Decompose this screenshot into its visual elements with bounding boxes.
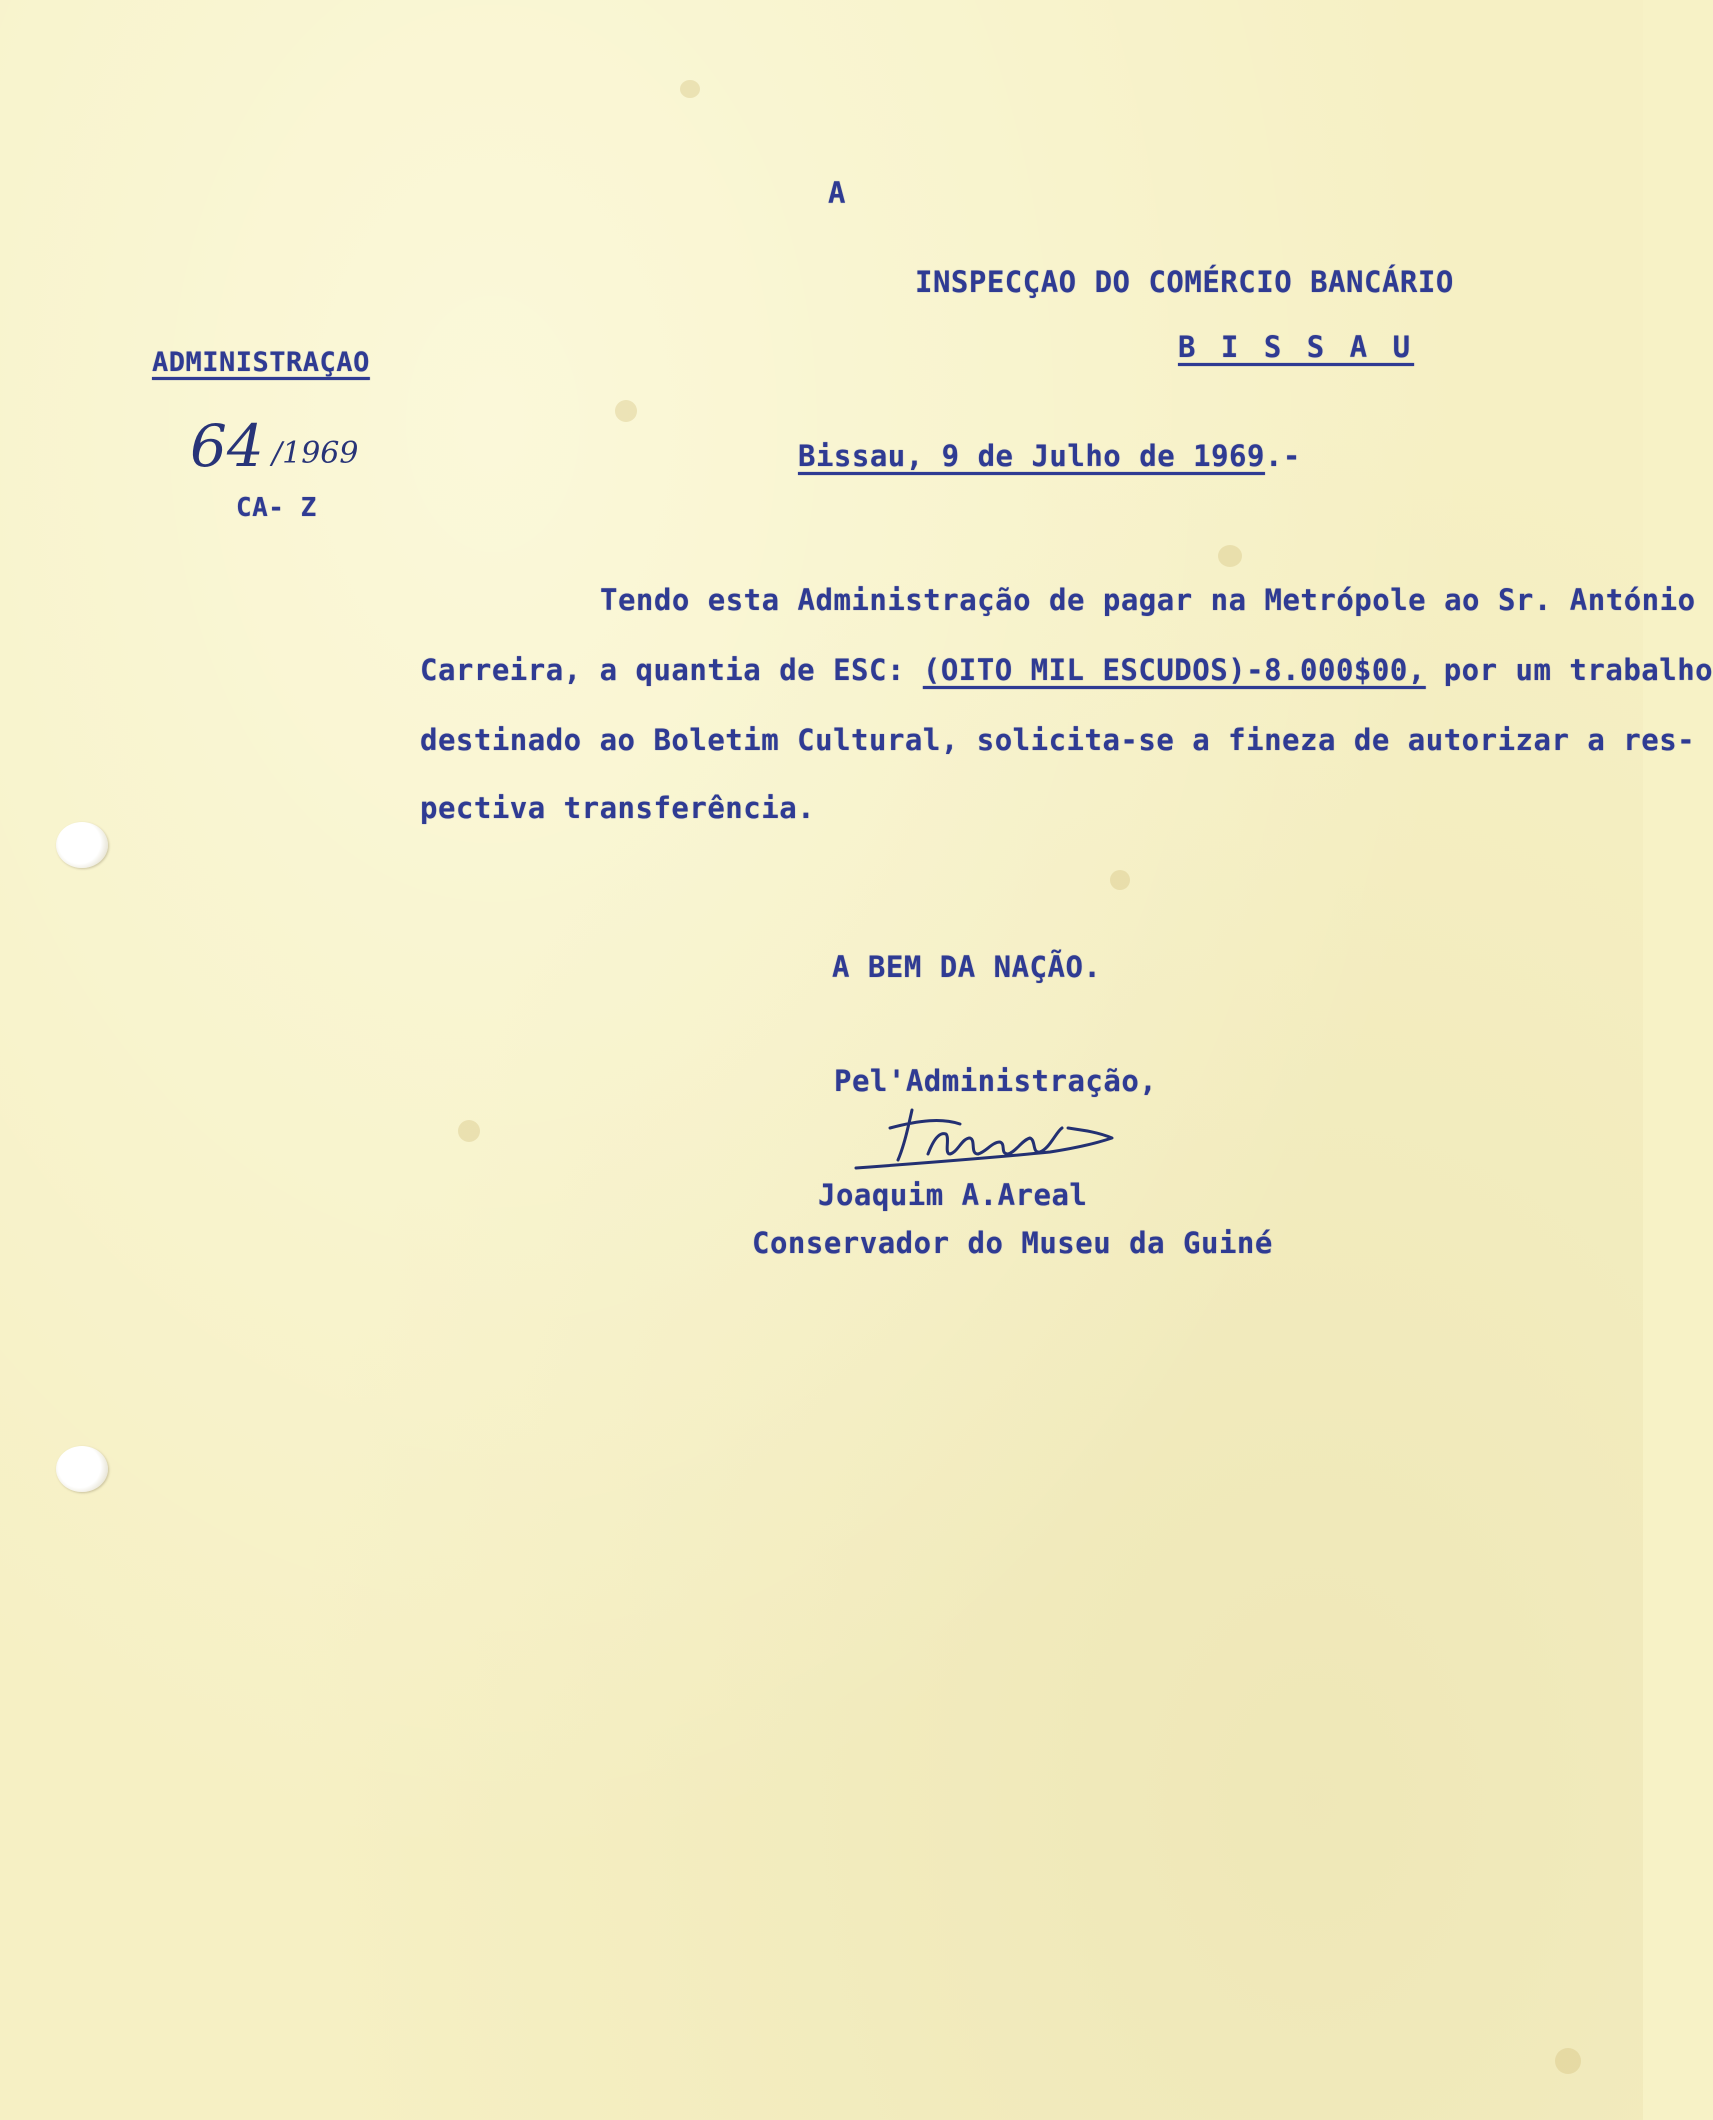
paper-stain: [615, 400, 637, 422]
body-line-4: pectiva transferência.: [420, 791, 816, 825]
paper-stain: [1218, 545, 1242, 567]
signatory-title: Conservador do Museu da Guiné: [752, 1226, 1273, 1260]
paper-stain: [1555, 2048, 1581, 2074]
paper-stain: [1110, 870, 1130, 890]
paper-stain: [458, 1120, 480, 1142]
letter-date: Bissau, 9 de Julho de 1969: [798, 439, 1265, 473]
sender-department: ADMINISTRAÇAO: [152, 347, 370, 378]
reference-year: /1969: [272, 436, 359, 471]
body-line-3: destinado ao Boletim Cultural, solicita-se a fineza de autorizar a res-: [420, 723, 1696, 757]
salutation: A: [828, 176, 846, 210]
letter-date-line: [798, 439, 1301, 473]
body-line-2-tail: por um trabalho: [1443, 653, 1713, 687]
letter-date-suffix: .-: [1264, 439, 1301, 473]
body-line-1: Tendo esta Administração de pagar na Metrópole ao Sr. António: [600, 583, 1696, 617]
signoff: Pel'Administração,: [834, 1064, 1158, 1098]
body-line-2: [420, 653, 1713, 687]
closing-phrase: A BEM DA NAÇÃO.: [832, 950, 1102, 984]
handwritten-signature: [850, 1098, 1130, 1178]
reference-code: CA- Z: [236, 493, 317, 523]
body-line-2-head: Carreira, a quantia de ESC:: [420, 653, 905, 687]
paper-stain: [680, 80, 700, 98]
punch-hole-bottom: [56, 1446, 108, 1492]
reference-number: 64: [190, 412, 264, 480]
punch-hole-top: [56, 822, 108, 868]
payment-amount: (OITO MIL ESCUDOS)-8.000$00,: [922, 653, 1426, 687]
signatory-name: Joaquim A.Areal: [818, 1178, 1088, 1212]
recipient-name: INSPECÇAO DO COMÉRCIO BANCÁRIO: [915, 265, 1454, 299]
recipient-city: B I S S A U: [1178, 330, 1415, 364]
